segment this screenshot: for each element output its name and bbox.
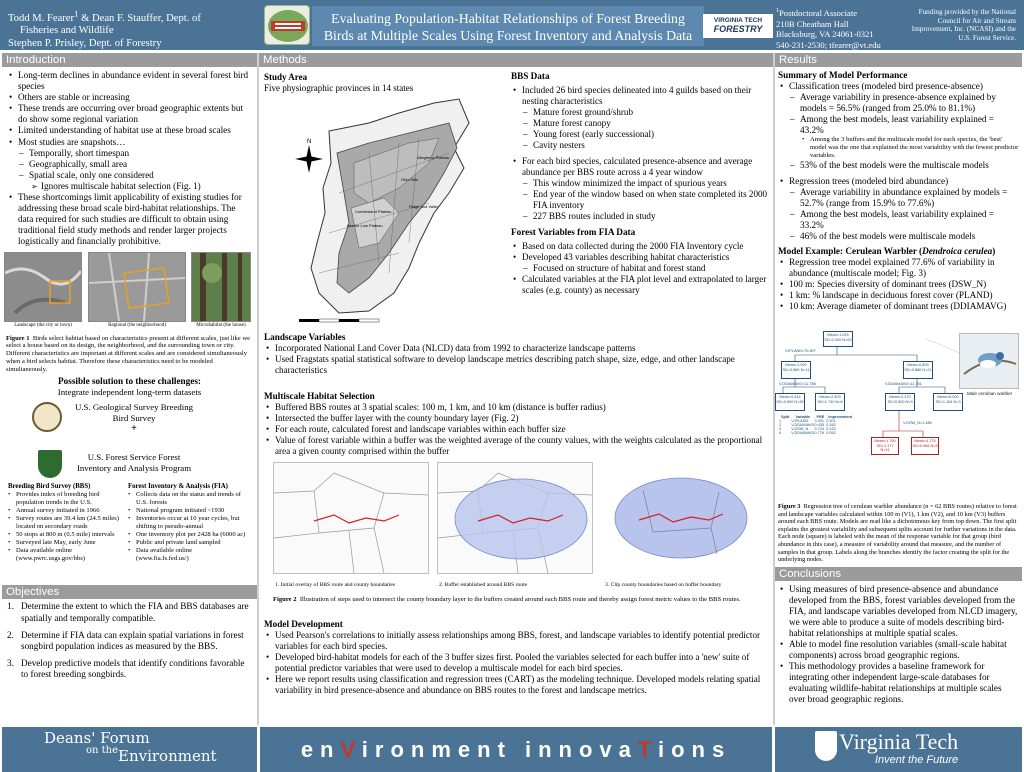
table-cell: 2 bbox=[779, 423, 782, 427]
bbs-fia-data bbox=[511, 67, 773, 296]
split-table bbox=[779, 415, 854, 435]
tree-split-label: V.DDIAMAVG<11.751 bbox=[885, 382, 922, 386]
table-cell: 0.262 bbox=[826, 423, 836, 427]
landscape-photo bbox=[4, 252, 82, 322]
usgs-label bbox=[64, 402, 204, 434]
list-item: • 100 m: Species diversity of dominant trees (DSW_N) bbox=[778, 279, 1019, 290]
list-item: • Regression tree model explained 77.6% of variability in abundance (multiscale model; Fig. 3) bbox=[778, 257, 1019, 279]
table-header-cell: PRE bbox=[816, 415, 825, 419]
classification-list bbox=[778, 81, 1019, 92]
introduction-heading: Introduction bbox=[2, 53, 257, 67]
usfs-line-2: Inventory and Analysis Program bbox=[76, 463, 192, 474]
intro-sub-bullets bbox=[7, 148, 253, 181]
list-item: • Annual survey initiated in 1966 bbox=[8, 507, 126, 515]
vt-shield-icon bbox=[815, 731, 837, 761]
list-item: • Data available online bbox=[8, 547, 126, 555]
innov-accent: V bbox=[340, 737, 362, 762]
figure-text: Illustration of steps used to intersect the county boundary layer to the buffers created around each BBS route and thereby assign forest metric values to the BBS routes. bbox=[299, 596, 741, 603]
table-cell: 3 bbox=[779, 427, 782, 431]
possible-solution-sub: Integrate independent long-term datasets bbox=[57, 387, 202, 398]
tree-node: Mean=0.809 SD=0.880 N=21 bbox=[903, 361, 933, 379]
usfs-shield-icon bbox=[38, 450, 62, 478]
title-line-2: Birds at Multiple Scales Using Forest Inventory and Analysis Data bbox=[323, 27, 693, 43]
fig2-caption-3: 3. Clip county boundaries based on buffer boundary bbox=[605, 582, 722, 588]
figure-3-caption bbox=[775, 503, 1022, 564]
list-item: • 1 km: % landscape in deciduous forest cover (PLAND) bbox=[778, 290, 1019, 301]
list-item: • Incorporated National Land Cover Data (NLCD) data from 1992 to characterize landscape patterns bbox=[264, 343, 768, 354]
tree-node: Mean=1.090 SD=0.860 N=11 bbox=[781, 361, 811, 379]
tree-node: Mean=0.414 SD=0.500 N=35 bbox=[775, 393, 805, 411]
fig2-caption-1: 1. Initial overlay of BBS route and county boundaries bbox=[275, 582, 396, 588]
warbler-photo bbox=[959, 333, 1019, 389]
figure-2-caption bbox=[273, 596, 763, 604]
table-header-cell: Split bbox=[781, 415, 790, 419]
list-item: • Among the 3 buffers and the multiscale model for each species, the 'best' model was the one that explained the most variability with the fewest predictor variables. bbox=[802, 136, 1019, 160]
tree-split-label: V.DDIAMAVG<11.788 bbox=[779, 382, 816, 386]
bbs-list bbox=[511, 85, 773, 107]
bbs-title: Breeding Bird Survey (BBS) bbox=[8, 483, 91, 491]
list-item: • 10 km: Average diameter of dominant trees (DDIAMAVG) bbox=[778, 301, 1019, 312]
usgs-line-1: U.S. Geological Survey Breeding bbox=[74, 402, 193, 413]
deans-forum-line-1: Deans' Forum bbox=[44, 729, 150, 747]
figure-label: Figure 2 bbox=[273, 596, 297, 603]
map-label: Allegheny Plateau bbox=[417, 155, 450, 160]
conclusions-heading: Conclusions bbox=[775, 567, 1022, 581]
map-label: Cumberland Plateau bbox=[355, 209, 392, 214]
summary-heading: Summary of Model Performance bbox=[778, 70, 908, 80]
regression-subs bbox=[778, 187, 1019, 242]
plus-sign: + bbox=[131, 423, 137, 435]
list-item: – 53% of the best models were the multiscale models bbox=[790, 160, 1019, 171]
multiscale-habitat bbox=[259, 391, 773, 457]
contact-line-2: 210B Cheatham Hall bbox=[776, 18, 849, 29]
deans-forum-line-3: Environment bbox=[118, 747, 217, 765]
tree-node: Mean=4.775 SD=0.966 N=5 bbox=[911, 437, 939, 455]
list-item: • This methodology provides a baseline framework for integrating other independent large-scale databases for evaluating wildlife-habitat relationships at multiple scales over broad geographic regions. bbox=[778, 661, 1019, 705]
tree-node: Mean=6.000 SD=1.154 N=3 bbox=[933, 393, 963, 411]
model-example-list bbox=[778, 257, 1019, 312]
item-text: Determine if FIA data can explain spatial variations in forest songbird population indices as measured by the BBS. bbox=[21, 629, 244, 651]
bbs-column bbox=[8, 483, 126, 563]
conclusions-body bbox=[775, 581, 1022, 705]
author-line-1: Todd M. Fearer$^1$ & Dean F. Stauffer, Dept. of bbox=[8, 8, 201, 24]
map-scale-bar bbox=[299, 319, 379, 322]
list-item: • Limited understanding of habitat use at these broad scales bbox=[7, 125, 253, 136]
funding-note: Funding provided by the National Council for Air and Stream Improvement, Inc. (NCASI) and the U.S. Forest Service. bbox=[911, 8, 1016, 43]
tree-node: Mean=1.790 SD=1.177 N=11 bbox=[871, 437, 899, 455]
list-item: • One inventory plot per 2428 ha (6000 ac) bbox=[128, 531, 246, 539]
list-item: • For each bird species, calculated presence-absence and average abundance per BBS route across a 4 year window bbox=[511, 156, 773, 178]
figure-text: Birds select habitat based on characteristics present at different scales, just like we select a house based on its design, the neighborhood, and the surrounding town or city. Different characteristics are important at different scales and are considered simultaneously when a bird selects habitat. Therefore these characteristics need to be modeled simultaneously. bbox=[6, 334, 251, 373]
list-item: • 50 stops at 800 m (0.5 mile) intervals bbox=[8, 531, 126, 539]
list-item: • Based on data collected during the 2000 FIA Inventory cycle bbox=[511, 241, 773, 252]
list-item: • Calculated variables at the FIA plot level and extrapolated to larger scales (e.g. county) as necessary bbox=[511, 274, 773, 296]
list-item: – Cavity nesters bbox=[523, 140, 773, 151]
intro-arrow-item bbox=[7, 181, 253, 192]
map-label: Ridge and Valley bbox=[409, 204, 439, 209]
list-item: – Among the best models, least variability explained = 33.2% bbox=[790, 209, 1019, 231]
list-item: • Most studies are snapshots… bbox=[7, 137, 253, 148]
contact-line-1: $^1$Postdoctoral Associate bbox=[776, 7, 858, 18]
possible-solution bbox=[2, 376, 257, 398]
regression-tree-figure bbox=[775, 331, 1022, 503]
virginia-tech-banner bbox=[775, 727, 1022, 772]
photo-caption-landscape: Landscape (the city or town) bbox=[14, 322, 72, 328]
table-row bbox=[779, 431, 854, 435]
item-number: 3. bbox=[7, 657, 14, 668]
deans-forum-logo bbox=[264, 5, 310, 45]
list-item: • These trends are occurring over broad geographic extents but do show some regional variation bbox=[7, 103, 253, 125]
map-label: Interior Low Plateau bbox=[347, 223, 383, 228]
photo-caption-regional: Regional (the neighborhood) bbox=[108, 322, 166, 328]
model-development bbox=[259, 619, 773, 696]
list-item: • Long-term declines in abundance evident in several forest bird species bbox=[7, 70, 253, 92]
list-item: – Spatial scale, only one considered bbox=[19, 170, 253, 181]
column-right bbox=[775, 53, 1022, 725]
study-area-map bbox=[259, 93, 509, 323]
author-line-3: Stephen P. Prisley, Dept. of Forestry bbox=[8, 37, 162, 49]
list-item: • Provides index of breeding bird population trends in the U.S. bbox=[8, 491, 126, 507]
classification-subs bbox=[778, 92, 1019, 136]
item-number: 1. bbox=[7, 601, 14, 612]
list-item: • Surveyed late May, early June bbox=[8, 539, 126, 547]
deans-forum-line-2: on the bbox=[86, 745, 119, 756]
usfs-line-1: U.S. Forest Service Forest bbox=[87, 452, 181, 463]
results-body bbox=[775, 67, 1022, 312]
poster-header bbox=[0, 0, 1024, 50]
list-item: • Intersected the buffer layer with the county boundary layer (Fig. 2) bbox=[264, 413, 768, 424]
photo-caption-microhabitat: Microhabitat (the house) bbox=[196, 322, 246, 328]
list-item: • Able to model fine resolution variables (small-scale habitat components) across broad geographic regions. bbox=[778, 639, 1019, 661]
list-item: – End year of the window based on when state completed its 2000 FIA inventory bbox=[523, 189, 773, 211]
conclusions-list bbox=[778, 584, 1019, 705]
authors bbox=[8, 7, 258, 50]
window-list bbox=[511, 178, 773, 222]
column-left bbox=[2, 53, 257, 725]
table-cell: V.DDIAMAVG bbox=[791, 423, 815, 427]
usgs-seal-icon bbox=[32, 402, 62, 432]
vt-logo-top: VIRGINIA TECH bbox=[713, 17, 763, 24]
conclusions-section bbox=[775, 567, 1022, 581]
list-item: • Others are stable or increasing bbox=[7, 92, 253, 103]
datasets-comparison bbox=[2, 483, 257, 585]
bbs-data-heading: BBS Data bbox=[511, 71, 550, 81]
regional-photo bbox=[88, 252, 186, 322]
innov-part: en bbox=[300, 737, 341, 762]
usfs-label bbox=[64, 452, 204, 474]
tree-node: Mean=2.470 SD=0.500 N=9 bbox=[885, 393, 915, 411]
usfs-block bbox=[2, 450, 257, 480]
list-item: – Geographically, small area bbox=[19, 159, 253, 170]
fia-list bbox=[511, 241, 773, 263]
table-header-cell: Variable bbox=[795, 415, 811, 419]
map-label: Ohio Hills bbox=[401, 177, 419, 182]
poster-title bbox=[312, 6, 704, 46]
figure-1-photos bbox=[2, 252, 257, 334]
figure-label: Figure 1 bbox=[6, 334, 30, 342]
list-item bbox=[7, 601, 253, 623]
table-cell: 0.301 bbox=[814, 419, 824, 423]
introduction-body bbox=[2, 67, 257, 248]
contact-info bbox=[776, 6, 906, 51]
list-item: • These shortcomings limit applicability of existing studies for addressing these broad scale bird-habitat relationships. The data required for such studies are difficult to obtain using traditional field study methods and render larger projects logistically and financially prohibitive. bbox=[7, 192, 253, 247]
objectives-heading: Objectives bbox=[2, 585, 257, 599]
list-item: • Public and private land sampled bbox=[128, 539, 246, 547]
objectives-list bbox=[2, 599, 257, 680]
guild-list bbox=[511, 107, 773, 151]
list-item: – Focused on structure of habitat and forest stand bbox=[523, 263, 773, 274]
study-area-heading: Study Area bbox=[264, 72, 308, 82]
bbs-list-2 bbox=[511, 156, 773, 178]
tree-split-label: V.DSW_N<1.485 bbox=[903, 421, 932, 425]
fig2-panel-buffer bbox=[437, 462, 593, 574]
list-item: • Used Pearson's correlations to initially assess relationships among BBS, forest, and landscape variables to identify potential predictor variables for each bird species. bbox=[264, 630, 768, 652]
table-cell: V.IPLAND bbox=[791, 419, 809, 423]
table-cell: 0.776 bbox=[814, 431, 824, 435]
vt-logo-bottom: FORESTRY bbox=[713, 24, 763, 34]
environment-innovations-banner bbox=[260, 727, 772, 772]
list-item: • Collects data on the status and trends of U.S. forests bbox=[128, 491, 246, 507]
list-item: • For each route, calculated forest and landscape variables within each buffer size bbox=[264, 424, 768, 435]
list-item bbox=[7, 630, 253, 652]
list-item bbox=[7, 658, 253, 680]
contact-line-4: 540-231-2530; tfearer@vt.edu bbox=[776, 40, 881, 51]
fia-list-2 bbox=[511, 274, 773, 296]
usgs-block bbox=[2, 398, 257, 450]
bbs-list bbox=[8, 491, 126, 555]
list-item: – Mature forest ground/shrub bbox=[523, 107, 773, 118]
list-item: – 227 BBS routes included in study bbox=[523, 211, 773, 222]
figure-1-caption bbox=[2, 334, 257, 374]
fia-title: Forest Inventory & Analysis (FIA) bbox=[128, 483, 228, 491]
list-item: • Data available online bbox=[128, 547, 246, 555]
list-item: – Temporally, short timespan bbox=[19, 148, 253, 159]
landscape-heading: Landscape Variables bbox=[264, 332, 346, 342]
figure-2 bbox=[259, 462, 773, 612]
item-text: Develop predictive models that identify conditions favorable to forest breeding songbirds. bbox=[21, 657, 245, 679]
list-item: • Developed 43 variables describing habitat characteristics bbox=[511, 252, 773, 263]
fia-sub-list bbox=[511, 263, 773, 274]
classification-note bbox=[778, 136, 1019, 160]
item-text: Determine the extent to which the FIA and BBS databases are spatially and temporally compatible. bbox=[21, 601, 249, 623]
tree-node-root: Mean=1.025 SD=2.000 N=62 bbox=[823, 331, 853, 347]
regression-list bbox=[778, 176, 1019, 187]
figure-label: Figure 3 bbox=[778, 503, 801, 510]
vt-name: Virginia Tech bbox=[839, 729, 959, 754]
list-item: – This window minimized the impact of spurious years bbox=[523, 178, 773, 189]
vt-forestry-logo bbox=[703, 14, 773, 38]
item-number: 2. bbox=[7, 629, 14, 640]
table-cell: V.DDIAMAVG bbox=[791, 431, 815, 435]
fia-column bbox=[128, 483, 246, 563]
results-heading: Results bbox=[775, 53, 1022, 67]
model-example-heading: Model Example: Cerulean Warbler (Dendroica cerulea) bbox=[778, 246, 996, 256]
landscape-variables bbox=[259, 332, 773, 376]
compass-rose-icon bbox=[295, 139, 323, 173]
deans-forum-banner bbox=[2, 727, 257, 772]
table-cell: 0.435 bbox=[814, 423, 824, 427]
intro-last-bullet bbox=[7, 192, 253, 247]
list-item: • Using measures of bird presence-absence and abundance developed from the BBS, forest variables developed from the FIA, and landscape variables developed from NLCD imagery, we were able to produce a suite of models describing bird-habitat relationships at multiple spatial scales. bbox=[778, 584, 1019, 639]
warbler-caption: Male cerulean warbler bbox=[967, 391, 1013, 396]
table-cell: 1 bbox=[779, 419, 782, 423]
list-item: • National program initiated ~1930 bbox=[128, 507, 246, 515]
contact-line-3: Blacksburg, VA 24061-0321 bbox=[776, 29, 874, 40]
bbs-source-link[interactable]: (www.pwrc.usgs.gov/bbs) bbox=[16, 555, 85, 563]
vt-tagline: Invent the Future bbox=[875, 754, 959, 766]
list-item: • Classification trees (modeled bird presence-absence) bbox=[778, 81, 1019, 92]
multiscale-heading: Multiscale Habitat Selection bbox=[264, 391, 375, 401]
author-line-2: Fisheries and Wildlife bbox=[20, 25, 114, 37]
fia-source-link[interactable]: (www.fia.fs.fed.us/) bbox=[136, 555, 189, 563]
list-item: • Survey routes are 39.4 km (24.5 miles) located on secondary roads bbox=[8, 515, 126, 531]
tree-node: Mean=2.403 SD=1.740 N=6 bbox=[815, 393, 845, 411]
methods-heading: Methods bbox=[259, 53, 773, 67]
list-item: – 46% of the best models were multiscale models bbox=[790, 231, 1019, 242]
tree-split-label: V.IPLAND<70.807 bbox=[785, 349, 816, 353]
microhabitat-photo bbox=[191, 252, 251, 322]
fia-list bbox=[128, 491, 246, 555]
multiscale-list bbox=[264, 402, 768, 457]
list-item: • Here we report results using classification and regression trees (CART) as the modeling technique. Developed models relating spatial variability in bird presence-absence and abundance on BBS routes to the forest and landscape metrics. bbox=[264, 674, 768, 696]
list-item: – Average variability in abundance explained by models = 52.7% (range from 15.9% to 77.6%) bbox=[790, 187, 1019, 209]
usgs-line-2: Bird Survey bbox=[112, 413, 156, 424]
svg-text:N: N bbox=[307, 139, 312, 145]
classification-last bbox=[778, 160, 1019, 171]
table-header-cell: Improvement bbox=[828, 415, 853, 419]
list-item: – Mature forest canopy bbox=[523, 118, 773, 129]
table-cell: 0.301 bbox=[826, 419, 836, 423]
study-area bbox=[259, 67, 511, 329]
list-item: ➢ Ignores multiscale habitat selection (Fig. 1) bbox=[31, 181, 253, 192]
list-item: – Among the best models, least variability explained = 43.2% bbox=[790, 114, 1019, 136]
list-item: • Inventories occur at 10 year cycles, but shifting to pseudo-annual bbox=[128, 515, 246, 531]
list-item: • Buffered BBS routes at 3 spatial scales: 100 m, 1 km, and 10 km (distance is buffer radius) bbox=[264, 402, 768, 413]
list-item: – Young forest (early successional) bbox=[523, 129, 773, 140]
title-line-1: Evaluating Population-Habitat Relationships of Forest Breeding bbox=[331, 11, 685, 26]
table-cell: 4 bbox=[779, 431, 782, 435]
column-middle bbox=[259, 53, 773, 725]
table-cell: 0.724 bbox=[814, 427, 824, 431]
fia-data-heading: Forest Variables from FIA Data bbox=[511, 227, 636, 237]
study-area-text: Five physiographic provinces in 14 states bbox=[264, 83, 414, 93]
landscape-list bbox=[264, 343, 768, 376]
figure-text: Regression tree of cerulean warbler abundance (n = 62 BBS routes) relative to forest and landscape variables calculated within 100 m (V1), 1 km (V2), and 10 km (V3) buffers around each BBS route. Models are read like a dichotomous key from top down. The first split explains the greatest variability and subsequent splits account for further variations in the data. Each node (square) is labeled with the mean of the response variable for that group (bird abundance in this case), a measure of variability around that measure, and the number of samples in that group. Labels along the branches identify the factor creating the split for the underlying nodes. bbox=[778, 503, 1017, 564]
table-cell: 0.052 bbox=[826, 431, 836, 435]
fig2-panel-overlay bbox=[273, 462, 429, 574]
list-item: • Value of forest variable within a buffer was the weighted average of the county values, with the weights calculated as the proportional area a given county comprised within the buffer bbox=[264, 435, 768, 457]
table-cell: 0.120 bbox=[826, 427, 836, 431]
list-item: • Developed bird-habitat models for each of the 3 buffer sizes first. Pooled the variables selected for each buffer into a 'new' suite of potential predictor variables that were used to develop a multiscale model for each bird species. bbox=[264, 652, 768, 674]
innov-part: ironment innova bbox=[361, 737, 638, 762]
intro-bullets bbox=[7, 70, 253, 148]
model-heading: Model Development bbox=[264, 619, 343, 629]
table-cell: V.DSW_N bbox=[791, 427, 809, 431]
fig2-caption-2: 2. Buffer established around BBS route bbox=[439, 582, 528, 588]
model-list bbox=[264, 630, 768, 696]
possible-solution-title: Possible solution to these challenges: bbox=[58, 376, 201, 387]
innov-accent: T bbox=[637, 737, 658, 762]
list-item: – Average variability in presence-absence explained by models = 56.5% (ranged from 25.0% to 81.1%) bbox=[790, 92, 1019, 114]
innov-part: ions bbox=[657, 737, 732, 762]
list-item: • Used Fragstats spatial statistical software to develop landscape metrics describing patch shape, size, edge, and other landscape characteristics bbox=[264, 354, 768, 376]
list-item: • Included 26 bird species delineated into 4 guilds based on their nesting characteristics bbox=[511, 85, 773, 107]
list-item: • Regression trees (modeled bird abundance) bbox=[778, 176, 1019, 187]
fig2-panel-clip bbox=[601, 462, 757, 574]
